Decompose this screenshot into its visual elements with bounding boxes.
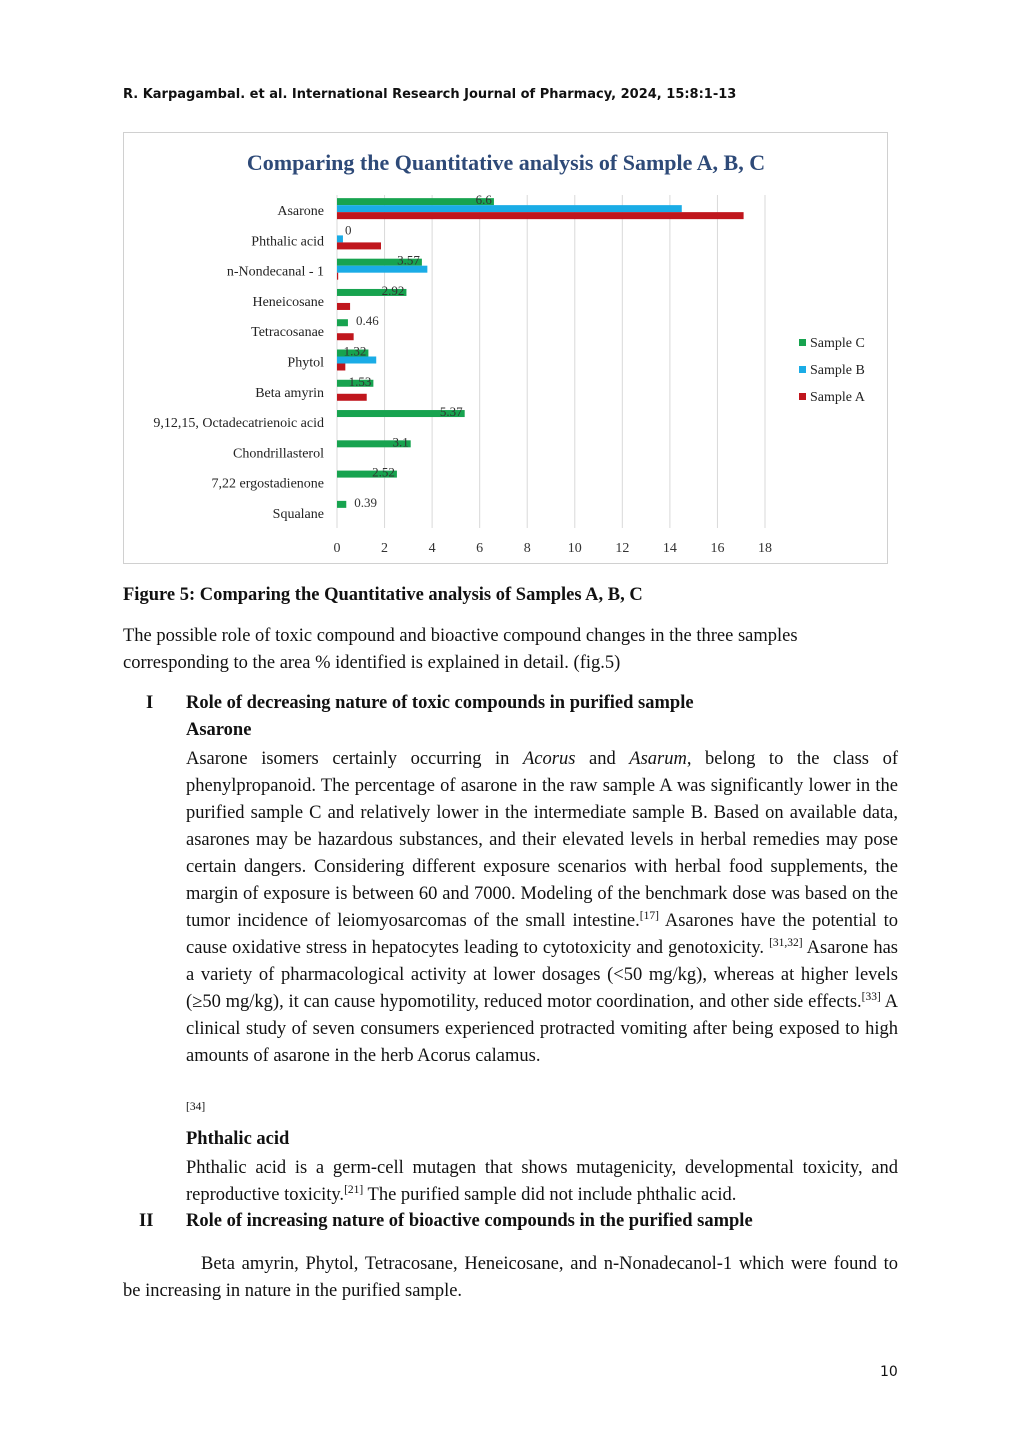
- text-run: Asarones have the potential to cause oxidative stress in hepatocytes leading to cytotoxicity and genotoxicity.: [186, 911, 898, 958]
- data-label: 1.53: [348, 373, 372, 389]
- section-2-title: Role of increasing nature of bioactive compounds in the purified sample: [186, 1211, 753, 1231]
- text-run: , belong to the class of phenylpropanoid. The percentage of asarone in the raw sample A was significantly lower in the purified sample C and relatively lower in the intermediate sample B. Based on available data, asarones may be hazardous substances, and their elevated levels in herbal remedies may pose certain dangers. Considering different exposure scenarios with herbal food supplements, the margin of exposure is between 60 and 7000. Modeling of the benchmark dose was based on the tumor incidence of leiomyosarcomas of the small intestine.: [186, 749, 898, 931]
- category-label: Beta amyrin: [255, 385, 324, 401]
- asarone-heading: Asarone: [186, 720, 252, 740]
- data-label: 5.37: [439, 404, 463, 420]
- section-2-number: II: [139, 1211, 154, 1231]
- text-run: Phthalic acid is a germ-cell mutagen that shows mutagenicity, developmental toxicity, and reproductive toxicity.: [186, 1158, 898, 1205]
- asarone-paragraph: [186, 746, 898, 1070]
- bars: [337, 198, 744, 508]
- legend-label: Sample C: [810, 336, 865, 351]
- category-label: Asarone: [277, 204, 324, 220]
- bar-sample-a: [337, 364, 345, 371]
- bar-sample-c: [337, 501, 346, 508]
- bar-sample-c: [337, 198, 494, 205]
- category-label: Heneicosane: [252, 294, 324, 310]
- category-label: 9,12,15, Octadecatrienoic acid: [153, 416, 324, 432]
- figure-5-chart: [123, 132, 888, 564]
- data-label: 3.57: [397, 252, 420, 268]
- x-tick-label: 18: [758, 541, 772, 556]
- x-tick-label: 8: [523, 541, 531, 556]
- citation-31-32: [31,32]: [769, 936, 803, 949]
- legend-label: Sample B: [810, 363, 865, 378]
- running-header: R. Karpagambal. et al. International Research Journal of Pharmacy, 2024, 15:8:1-13: [123, 87, 737, 102]
- category-label: Phytol: [287, 355, 324, 371]
- figure-caption: Figure 5: Comparing the Quantitative analysis of Samples A, B, C: [123, 585, 643, 605]
- bar-sample-b: [337, 235, 343, 242]
- x-tick-label: 12: [615, 541, 630, 556]
- category-labels: [153, 204, 324, 522]
- legend-swatch: [799, 366, 806, 373]
- bar-sample-a: [337, 394, 367, 401]
- citation-17: [17]: [639, 909, 659, 922]
- section-1-number: I: [146, 693, 154, 713]
- section-1-title: Role of decreasing nature of toxic compounds in purified sample: [186, 693, 694, 713]
- bar-sample-a: [337, 242, 381, 249]
- category-label: Tetracosanae: [251, 325, 324, 341]
- legend: [799, 336, 866, 405]
- text-run: Asarone has a variety of pharmacological activity at lower dosages (<50 mg/kg), whereas at higher levels (≥50 mg/kg), it can cause hypomotility, reduced motor coordination, and other side effects.: [186, 938, 898, 1012]
- phthalic-paragraph: [186, 1155, 898, 1209]
- legend-label: Sample A: [810, 390, 865, 405]
- data-label: 0.39: [354, 494, 378, 510]
- x-tick-label: 0: [333, 541, 341, 556]
- x-tick-label: 6: [476, 541, 484, 556]
- bar-sample-c: [337, 319, 348, 326]
- x-tick-label: 14: [662, 541, 677, 556]
- bar-chart-svg: [124, 133, 889, 565]
- text-run: Asarone isomers certainly occurring in: [186, 749, 523, 769]
- data-label: 3.1: [392, 434, 409, 450]
- text-run: and: [575, 749, 630, 769]
- bar-sample-a: [337, 333, 354, 340]
- category-label: Chondrillasterol: [233, 446, 324, 462]
- bar-sample-a: [337, 273, 338, 280]
- legend-swatch: [799, 393, 806, 400]
- citation-34: [34]: [186, 1101, 206, 1113]
- data-label: 2.92: [381, 282, 405, 298]
- category-label: Squalane: [272, 506, 324, 522]
- x-tick-label: 2: [381, 541, 389, 556]
- intro-paragraph: The possible role of toxic compound and bioactive compound changes in the three samples corresponding to the area % identified is explained in detail. (fig.5): [123, 626, 798, 673]
- text-run: The purified sample did not include phthalic acid.: [363, 1185, 737, 1205]
- gridlines: [337, 195, 765, 528]
- bar-sample-b: [337, 205, 682, 212]
- x-tick-label: 4: [428, 541, 436, 556]
- x-tick-labels: [334, 541, 773, 556]
- data-label: 0: [345, 222, 352, 238]
- page-number: 10: [880, 1364, 898, 1380]
- data-label: 6.6: [475, 192, 492, 208]
- final-paragraph: Beta amyrin, Phytol, Tetracosane, Heneicosane, and n-Nonadecanol-1 which were found to be increasing in nature in the purified sample.: [123, 1254, 898, 1301]
- x-tick-label: 16: [710, 541, 725, 556]
- data-label: 2.52: [372, 464, 395, 480]
- italic-asarum: Asarum: [629, 749, 687, 769]
- category-label: 7,22 ergostadienone: [211, 476, 324, 492]
- bar-sample-a: [337, 212, 744, 219]
- data-labels: [344, 192, 493, 510]
- citation-33: [33]: [861, 990, 881, 1003]
- chart-title: Comparing the Quantitative analysis of Sample A, B, C: [246, 150, 766, 175]
- x-tick-label: 10: [567, 541, 582, 556]
- phthalic-heading: Phthalic acid: [186, 1129, 290, 1149]
- italic-acorus: Acorus: [523, 749, 576, 769]
- legend-swatch: [799, 339, 806, 346]
- bar-sample-a: [337, 303, 350, 310]
- category-label: Phthalic acid: [251, 234, 324, 250]
- text-run: A clinical study of seven consumers experienced protracted vomiting after being exposed to high amounts of asarone in the herb Acorus calamus.: [186, 992, 898, 1066]
- citation-21: [21]: [344, 1183, 364, 1196]
- category-label: n-Nondecanal - 1: [226, 264, 324, 280]
- data-label: 1.32: [343, 343, 367, 359]
- data-label: 0.46: [355, 313, 379, 329]
